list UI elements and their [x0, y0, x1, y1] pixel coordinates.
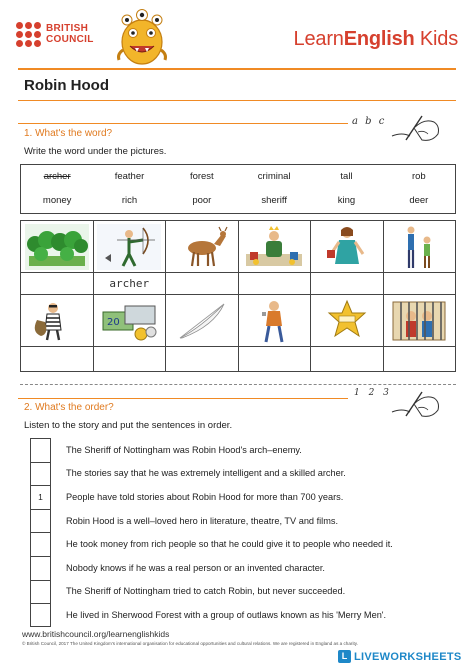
picture-tall: [383, 221, 456, 273]
order-number-box[interactable]: [30, 438, 51, 462]
order-list: [30, 438, 450, 627]
answer-cell[interactable]: [311, 273, 384, 295]
order-row: [30, 532, 450, 556]
order-sentence: The stories say that he was extremely intelligent and a skilled archer.: [66, 468, 346, 479]
sheriff-badge-icon: [315, 298, 379, 344]
word-bank-item: poor: [192, 195, 212, 206]
word-bank-item: money: [42, 195, 72, 206]
footer-url[interactable]: www.britishcouncil.org/learnenglishkids: [22, 629, 170, 639]
money-icon: [97, 298, 161, 344]
word-bank-item: deer: [409, 195, 429, 206]
learnenglish-kids-logo: LearnEnglish Kids: [293, 28, 458, 50]
word-bank-item: rob: [411, 171, 426, 182]
word-bank-item: forest: [189, 171, 214, 182]
writing-hand-icon: [388, 382, 444, 422]
order-sentence: The Sheriff of Nottingham tried to catch Robin, but never succeeded.: [66, 586, 346, 597]
answer-cell[interactable]: [166, 273, 239, 295]
british-council-dots-icon: [16, 22, 41, 47]
footer-copyright: © British Council, 2017 The United Kingdom's international organisation for educational opportunities and cultural relations. We are registered in England as a charity.: [22, 641, 358, 646]
order-sentence: Nobody knows if he was a real person or an invented character.: [66, 562, 325, 573]
order-number-box[interactable]: 1: [30, 485, 51, 509]
rich-woman-icon: [315, 224, 379, 270]
order-sentence: Robin Hood is a well–loved hero in literature, theatre, TV and films.: [66, 515, 339, 526]
order-row: [30, 603, 450, 627]
tall-people-icon: [387, 224, 451, 270]
deer-icon: [170, 224, 234, 270]
archer-icon: [97, 224, 161, 270]
king-icon: [242, 224, 306, 270]
word-bank-item: criminal: [257, 171, 291, 182]
order-number-box[interactable]: [30, 532, 51, 556]
order-row: [30, 438, 450, 462]
order-sentence: He lived in Sherwood Forest with a group of outlaws known as his 'Merry Men'.: [66, 609, 387, 620]
answer-cell[interactable]: [311, 347, 384, 372]
order-number-box[interactable]: [30, 603, 51, 627]
feather-icon: [170, 298, 234, 344]
picture-archer: [93, 221, 166, 273]
section2-instruction: Listen to the story and put the sentences in order.: [24, 420, 233, 431]
word-bank-item: king: [337, 195, 356, 206]
section2-divider: [18, 398, 348, 399]
british-council-logo: [16, 14, 94, 54]
order-number-box[interactable]: [30, 580, 51, 604]
poor-man-icon: [242, 298, 306, 344]
order-number-box[interactable]: [30, 509, 51, 533]
picture-forest: [21, 221, 94, 273]
svg-text:20: 20: [107, 316, 120, 328]
word-bank-item: tall: [340, 171, 353, 182]
writing-hand-icon: [388, 106, 444, 146]
monster-mascot-icon: [113, 6, 171, 68]
liveworksheets-badge-icon: L: [338, 650, 351, 663]
picture-rich: [311, 221, 384, 273]
word-bank-item: archer: [43, 171, 71, 182]
section1-divider: [18, 123, 348, 124]
order-row: [30, 509, 450, 533]
brand-line-1: BRITISH: [46, 23, 89, 34]
section2-heading: 2. What's the order?: [24, 402, 114, 413]
order-sentence: He took money from rich people so that he could give it to people who needed it.: [66, 539, 393, 550]
numbers-label: 1 2 3: [354, 388, 392, 398]
header-divider: [18, 68, 456, 70]
picture-king: [238, 221, 311, 273]
prison-icon: [387, 298, 451, 344]
order-sentence: People have told stories about Robin Hood for more than 700 years.: [66, 491, 344, 502]
order-number-box[interactable]: [30, 462, 51, 486]
order-row: [30, 580, 450, 604]
answer-cell[interactable]: [166, 347, 239, 372]
picture-deer: [166, 221, 239, 273]
order-row: [30, 485, 450, 509]
order-number-box[interactable]: [30, 556, 51, 580]
picture-feather: [166, 295, 239, 347]
abc-label: a b c: [352, 116, 387, 127]
liveworksheets-text: LIVEWORKSHEETS: [354, 650, 462, 663]
answer-cell[interactable]: [21, 273, 94, 295]
picture-criminal: [21, 295, 94, 347]
section1-heading: 1. What's the word?: [24, 128, 113, 139]
order-row: [30, 556, 450, 580]
picture-sheriff: [311, 295, 384, 347]
answer-cell[interactable]: [21, 347, 94, 372]
answer-cell[interactable]: [238, 347, 311, 372]
liveworksheets-logo: [338, 650, 462, 663]
picture-table: [20, 220, 456, 372]
answer-cell[interactable]: [383, 273, 456, 295]
answer-cell[interactable]: [93, 347, 166, 372]
order-row: [30, 462, 450, 486]
word-bank: [20, 164, 456, 214]
section1-instruction: Write the word under the pictures.: [24, 146, 167, 157]
answer-cell[interactable]: archer: [93, 273, 166, 295]
answer-cell[interactable]: [383, 347, 456, 372]
title-divider: [18, 100, 456, 101]
answer-cell[interactable]: [238, 273, 311, 295]
criminal-icon: [25, 298, 89, 344]
order-sentence: The Sheriff of Nottingham was Robin Hood's arch–enemy.: [66, 444, 302, 455]
word-bank-item: sheriff: [261, 195, 288, 206]
word-bank-item: rich: [121, 195, 138, 206]
picture-poor: [238, 295, 311, 347]
picture-money: [93, 295, 166, 347]
forest-icon: [25, 224, 89, 270]
brand-line-2: COUNCIL: [46, 34, 94, 45]
page-title: Robin Hood: [24, 77, 109, 94]
word-bank-item: feather: [114, 171, 145, 182]
picture-rob: [383, 295, 456, 347]
